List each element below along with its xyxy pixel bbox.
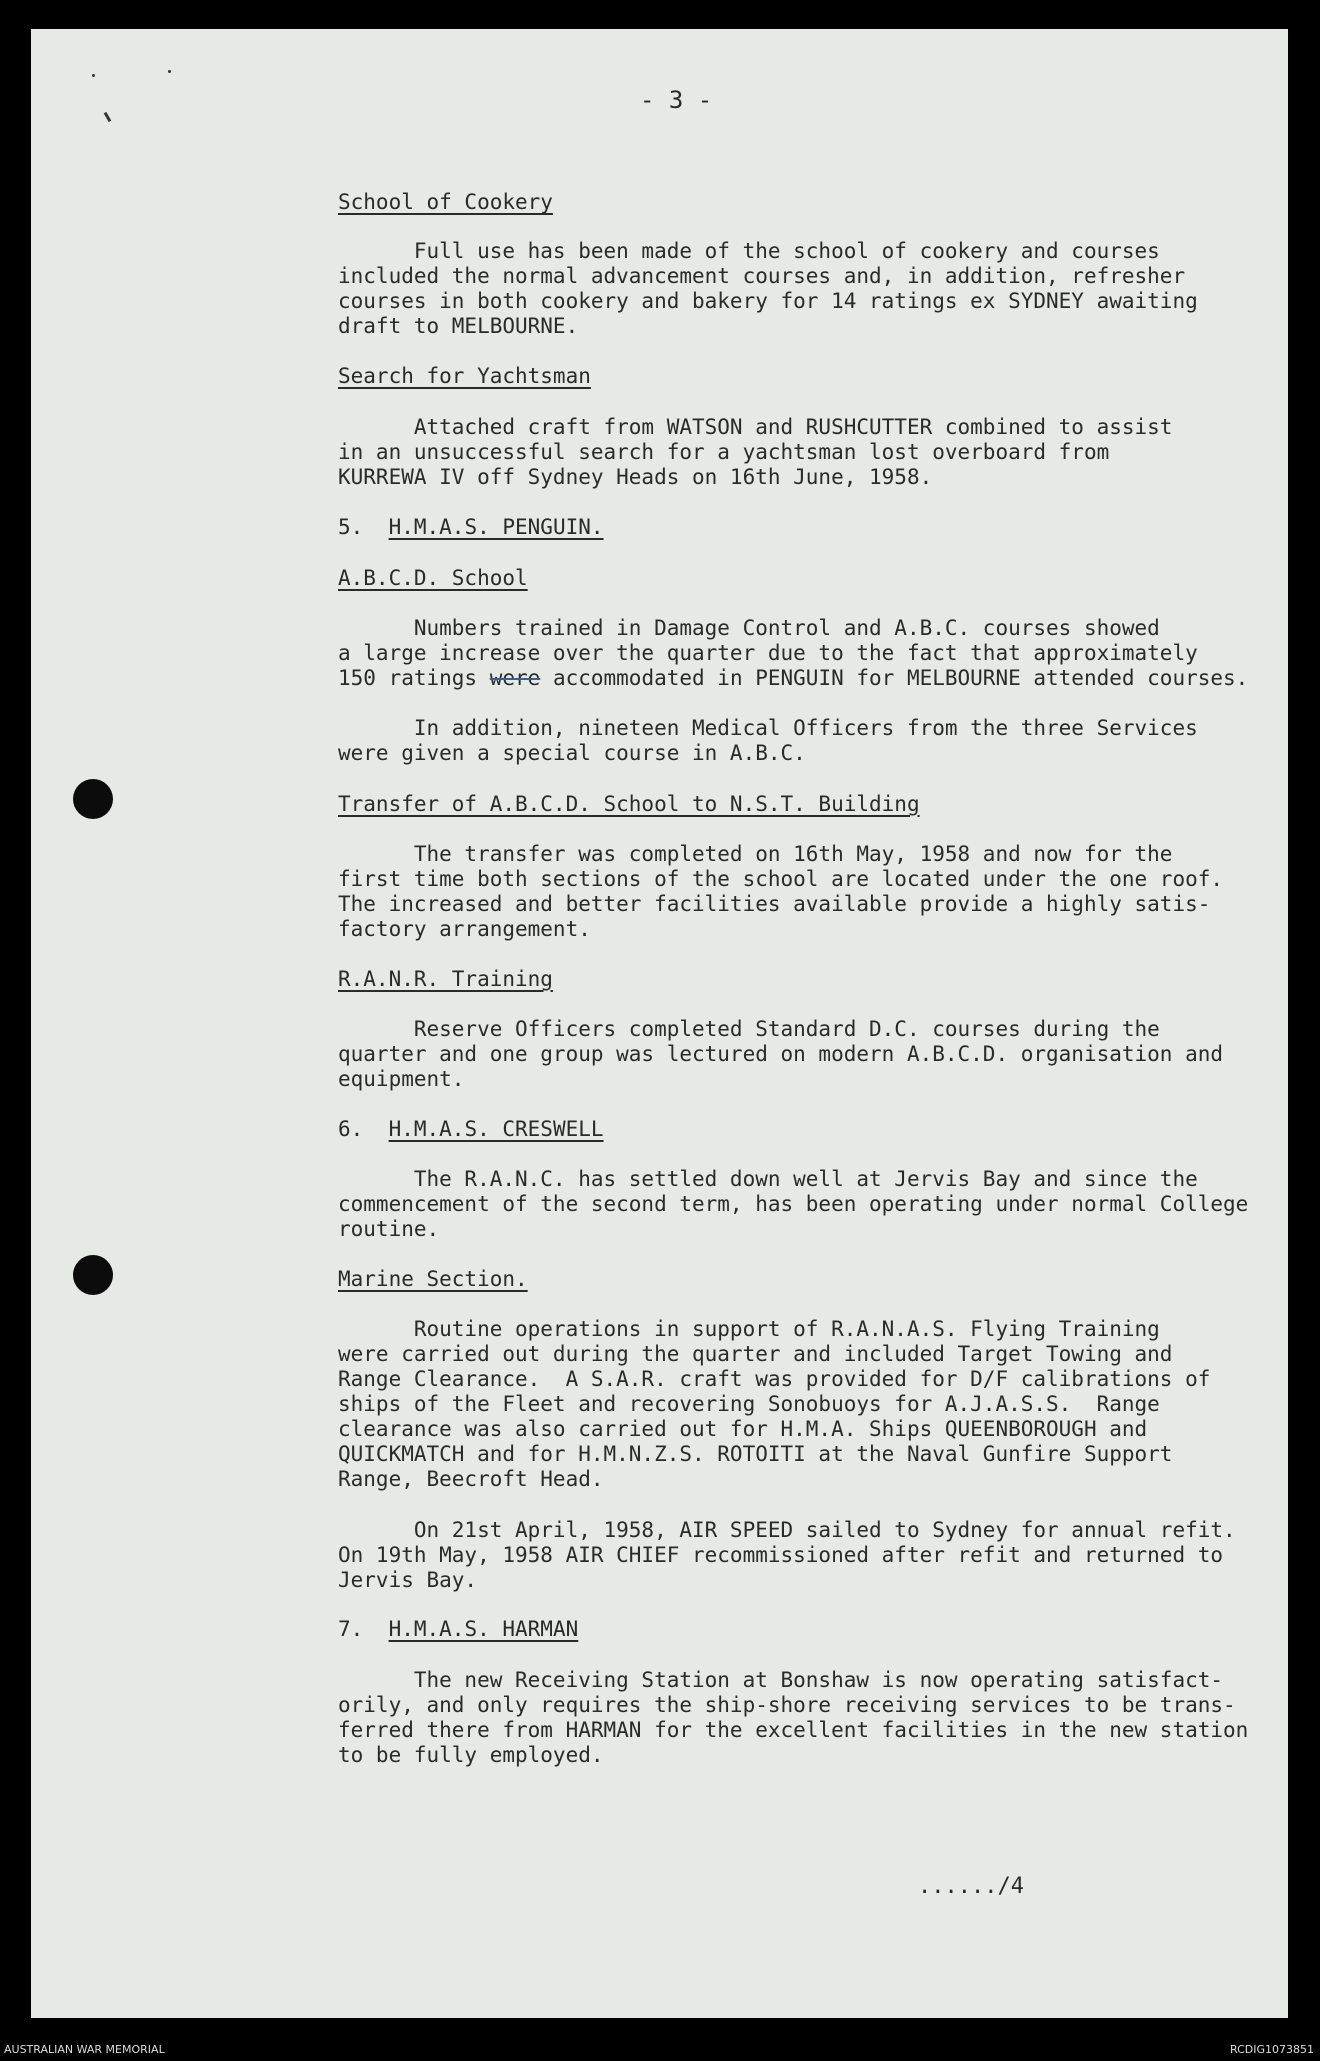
heading-abcd-school: A.B.C.D. School	[338, 566, 528, 590]
paragraph-search-for-yachtsman: Attached craft from WATSON and RUSHCUTTER combined to assist in an unsuccessful search for a yachtsman lost overboard from KURREWA IV off Sydney Heads on 16th June, 1958.	[338, 415, 1173, 489]
paragraph-marine-refit: On 21st April, 1958, AIR SPEED sailed to Sydney for annual refit. On 19th May, 1958 AIR CHIEF recommissioned after refit and returned to Jervis Bay.	[338, 1518, 1236, 1592]
heading-ranr-training: R.A.N.R. Training	[338, 967, 553, 991]
paragraph-transfer-abcd: The transfer was completed on 16th May, 1958 and now for the first time both sections of the school are located under the one roof. The increased and better facilities available provide a highly satis- factory arrangement.	[338, 842, 1224, 941]
paragraph-creswell: The R.A.N.C. has settled down well at Jervis Bay and since the commencement of the second term, has been operating under normal College routine.	[338, 1167, 1249, 1241]
heading-penguin	[338, 515, 1258, 540]
speck-mark	[168, 70, 171, 73]
struck-word: were	[489, 666, 541, 690]
section-title: H.M.A.S. HARMAN	[388, 1617, 579, 1641]
page-number: - 3 -	[640, 86, 713, 114]
heading-harman	[338, 1617, 1258, 1642]
section-title: H.M.A.S. PENGUIN.	[388, 515, 604, 539]
footer-record-id: RCDIG1073851	[1229, 2043, 1314, 2056]
footer-archive-name: AUSTRALIAN WAR MEMORIAL	[4, 2043, 165, 2056]
heading-marine-section: Marine Section.	[338, 1267, 528, 1291]
paragraph-text: accommodated in PENGUIN for MELBOURNE attended courses.	[540, 666, 1249, 690]
heading-search-for-yachtsman: Search for Yachtsman	[338, 364, 591, 388]
paragraph-school-of-cookery: Full use has been made of the school of cookery and courses included the normal advancement courses and, in addition, refresher courses in both cookery and bakery for 14 ratings ex SYDNEY awaiting draft to MELBOURNE.	[338, 239, 1198, 338]
heading-transfer-abcd: Transfer of A.B.C.D. School to N.S.T. Building	[338, 792, 920, 816]
paragraph-text: Numbers trained in Damage Control and A.B.C. courses showed a large increase over the quarter due to the fact that approximately 150 ratings	[338, 616, 1198, 690]
paragraph-abcd-school	[338, 616, 1258, 691]
paragraph-ranr-training: Reserve Officers completed Standard D.C. courses during the quarter and one group was lectured on modern A.B.C.D. organisation and equipment.	[338, 1017, 1224, 1091]
punch-hole-top	[73, 779, 113, 819]
heading-creswell	[338, 1117, 1258, 1142]
speck-mark	[92, 74, 95, 77]
section-number: 6.	[338, 1117, 364, 1141]
continuation-marker: ....../4	[918, 1874, 1024, 1899]
paragraph-harman: The new Receiving Station at Bonshaw is now operating satisfact- orily, and only requires the ship-shore receiving services to be trans- ferred there from HARMAN for the excellent facilities in the new station to be fully employed.	[338, 1668, 1249, 1767]
section-number: 7.	[338, 1617, 364, 1641]
section-number: 5.	[338, 515, 364, 539]
punch-hole-bottom	[73, 1255, 113, 1295]
heading-school-of-cookery: School of Cookery	[338, 190, 553, 214]
paragraph-abcd-medical: In addition, nineteen Medical Officers from the three Services were given a special course in A.B.C.	[338, 716, 1198, 765]
paragraph-marine-routine: Routine operations in support of R.A.N.A.S. Flying Training were carried out during the quarter and included Target Towing and Range Clearance. A S.A.R. craft was provided for D/F calibrations of ships of the Fleet and recovering Sonobuoys for A.J.A.S.S. Range clearance was also carried out for H.M.A. Ships QUEENBOROUGH and QUICKMATCH and for H.M.N.Z.S. ROTOITI at the Naval Gunfire Support Range, Beecroft Head.	[338, 1317, 1211, 1491]
section-title: H.M.A.S. CRESWELL	[388, 1117, 604, 1141]
